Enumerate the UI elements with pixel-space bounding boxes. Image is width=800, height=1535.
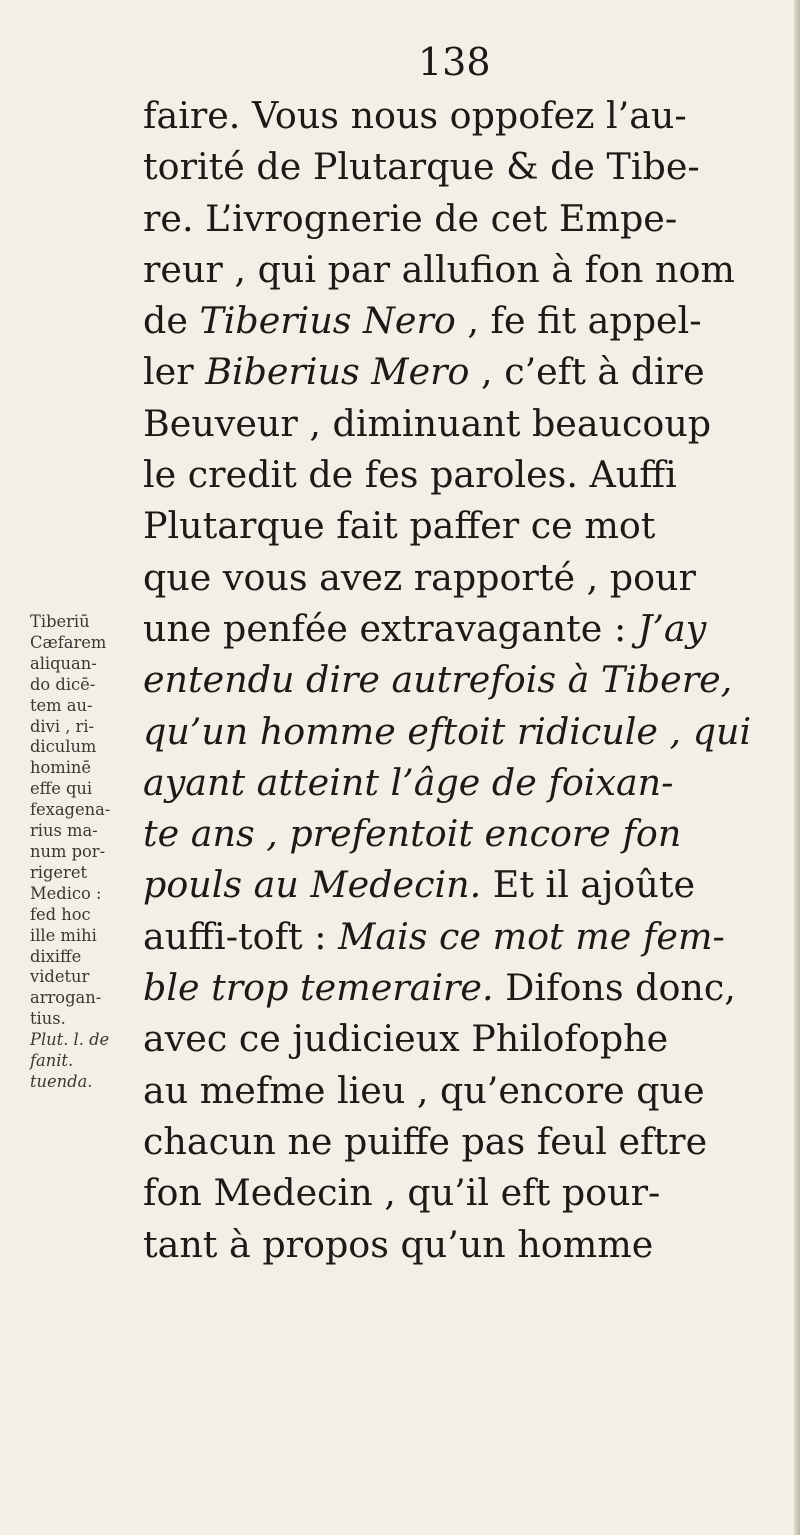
italic-text: pouls au Medecin. — [143, 863, 482, 907]
text-line — [143, 346, 793, 397]
text-segment: Difons donc, — [493, 966, 736, 1010]
italic-text: te ans , prefentoit encore fon — [143, 812, 682, 856]
marginal-note-line: effe qui — [30, 779, 93, 799]
text-segment: avec ce judicieux Philofophe — [143, 1017, 669, 1061]
text-segment: auffi-toft : — [143, 914, 339, 958]
italic-text: ayant atteint l’âge de foixan- — [143, 760, 674, 804]
text-segment: torité de Plutarque & de Tibe- — [143, 145, 700, 189]
page-edge — [794, 0, 800, 1535]
text-line — [143, 552, 793, 603]
body-text — [143, 90, 793, 1270]
text-segment: le credit de fes paroles. Auffi — [143, 453, 677, 497]
text-segment: , fe fit appel- — [455, 299, 702, 343]
text-segment: chacun ne puiffe pas feul eftre — [143, 1119, 708, 1163]
text-line — [143, 398, 793, 449]
text-segment: re. L’ivrognerie de cet Empe- — [143, 196, 678, 240]
marginal-note-line: diculum — [30, 737, 97, 757]
text-line — [143, 1013, 793, 1064]
marginal-note-line: divi , ri- — [30, 716, 95, 736]
italic-text: Mais ce mot me fem- — [338, 914, 725, 958]
marginal-note-line: do dicē- — [30, 674, 96, 694]
marginal-note-line: Medico : — [30, 883, 102, 903]
text-line — [143, 706, 793, 757]
text-segment: fon Medecin , qu’il eft pour- — [143, 1171, 661, 1215]
text-segment: que vous avez rapporté , pour — [143, 555, 696, 599]
text-segment: reur , qui par allufion à fon nom — [143, 247, 735, 291]
text-line — [143, 244, 793, 295]
text-line — [143, 603, 793, 654]
marginal-note-line: videtur — [30, 967, 90, 987]
text-segment: ler — [143, 350, 206, 394]
marginal-note-line: fed hoc — [30, 904, 91, 924]
text-line — [143, 1116, 793, 1167]
text-line — [143, 859, 793, 910]
marginal-note-line: Cæfarem — [30, 632, 107, 652]
text-line — [143, 295, 793, 346]
marginal-note-line: tuenda. — [30, 1071, 93, 1091]
text-segment: de — [143, 299, 200, 343]
text-line — [143, 1065, 793, 1116]
text-segment: Et il ajoûte — [481, 863, 696, 907]
marginal-note-line: fexagena- — [30, 800, 111, 820]
marginal-note-line: num por- — [30, 841, 106, 861]
text-line — [143, 1219, 793, 1270]
marginal-note-line: tem au- — [30, 695, 93, 715]
text-line — [143, 808, 793, 859]
page-number: 138 — [418, 40, 491, 84]
marginal-note-line: ille mihi — [30, 925, 97, 945]
text-segment: faire. Vous nous oppofez l’au- — [143, 94, 687, 137]
text-segment: au mefme lieu , qu’encore que — [143, 1068, 705, 1112]
marginal-note-line: tius. — [30, 1009, 66, 1029]
text-segment: Plutarque fait paffer ce mot — [143, 504, 656, 548]
text-line — [143, 654, 793, 705]
italic-text: J’ay — [637, 606, 707, 650]
italic-text: Biberius Mero — [205, 350, 470, 394]
italic-text: ble trop temeraire. — [143, 966, 494, 1010]
text-line — [143, 962, 793, 1013]
marginal-note-line: dixiffe — [30, 946, 82, 966]
marginal-note-line: rigeret — [30, 862, 88, 882]
text-segment: Beuveur , diminuant beaucoup — [143, 401, 712, 445]
italic-text: qu’un homme eftoit ridicule , qui — [143, 709, 752, 753]
marginal-note — [30, 612, 140, 1093]
text-line — [143, 90, 793, 141]
text-line — [143, 141, 793, 192]
marginal-note-line: Plut. l. de — [30, 1030, 110, 1050]
marginal-note-line: fanit. — [30, 1051, 74, 1071]
text-line — [143, 500, 793, 551]
text-line — [143, 193, 793, 244]
text-line — [143, 1167, 793, 1218]
text-segment: , c’eft à dire — [469, 350, 705, 394]
text-segment: tant à propos qu’un homme — [143, 1222, 654, 1266]
italic-text: entendu dire autrefois à Tibere, — [143, 658, 733, 702]
text-line — [143, 449, 793, 500]
marginal-note-line: Tiberiū — [30, 612, 90, 631]
italic-text: Tiberius Nero — [199, 299, 456, 343]
marginal-note-line: aliquan- — [30, 653, 97, 673]
text-line — [143, 757, 793, 808]
marginal-note-line: hominē — [30, 758, 92, 778]
marginal-note-line: rius ma- — [30, 821, 98, 841]
text-segment: une penfée extravagante : — [143, 606, 638, 650]
text-line — [143, 911, 793, 962]
marginal-note-line: arrogan- — [30, 988, 102, 1008]
